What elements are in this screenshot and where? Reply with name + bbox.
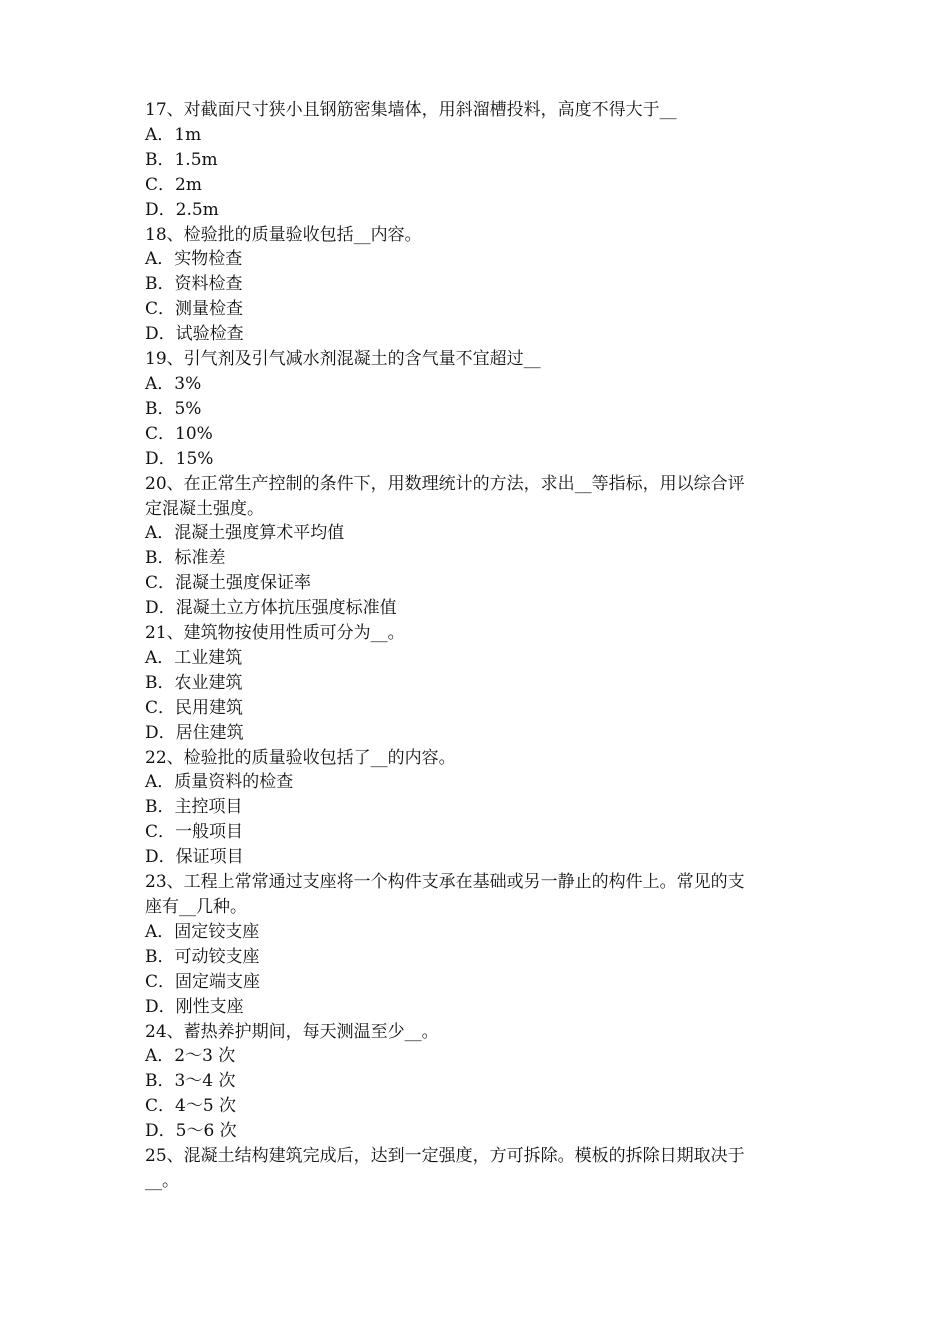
- question-17: [145, 98, 817, 223]
- option-a: A．质量资料的检查: [145, 772, 294, 793]
- question-20: [145, 472, 817, 621]
- option-c: C．4～5 次: [145, 1096, 237, 1117]
- question-stem-continued: 座有__几种。: [145, 897, 247, 917]
- option-a: A．固定铰支座: [145, 921, 260, 942]
- question-stem-continued: 定混凝土强度。: [145, 498, 264, 519]
- option-b: B．资料检查: [145, 274, 243, 295]
- option-b: B．5%: [145, 398, 202, 419]
- option-a: A．工业建筑: [145, 647, 243, 668]
- option-d: D．15%: [145, 448, 214, 469]
- option-b: B．可动铰支座: [145, 946, 260, 967]
- option-d: D．混凝土立方体抗压强度标准值: [145, 598, 397, 619]
- question-23: [145, 870, 817, 1019]
- option-b: B．3～4 次: [145, 1071, 236, 1092]
- question-stem: 23、工程上常常通过支座将一个构件支承在基础或另一静止的构件上。常见的支: [145, 872, 745, 893]
- option-c: C．10%: [145, 423, 213, 444]
- question-stem: 18、检验批的质量验收包括__内容。: [145, 224, 422, 245]
- question-22: [145, 746, 817, 871]
- option-a: A．混凝土强度算术平均值: [145, 523, 345, 544]
- question-stem: 21、建筑物按使用性质可分为__。: [145, 623, 405, 644]
- option-a: A．实物检查: [145, 249, 243, 270]
- option-d: D．2.5m: [145, 199, 219, 220]
- question-stem: 22、检验批的质量验收包括了__的内容。: [145, 747, 456, 768]
- option-b: B．主控项目: [145, 797, 243, 818]
- option-a: A．2～3 次: [145, 1046, 236, 1067]
- option-b: B．1.5m: [145, 149, 218, 170]
- option-a: A．1m: [145, 124, 202, 145]
- question-stem: 20、在正常生产控制的条件下，用数理统计的方法，求出__等指标，用以综合评: [145, 473, 745, 494]
- question-stem: 19、引气剂及引气减水剂混凝土的含气量不宜超过__: [145, 349, 541, 370]
- option-c: C．民用建筑: [145, 697, 244, 718]
- option-c: C．混凝土强度保证率: [145, 573, 312, 594]
- option-d: D．5～6 次: [145, 1121, 237, 1142]
- question-list: [145, 98, 817, 1194]
- option-c: C．2m: [145, 174, 202, 195]
- question-19: [145, 347, 817, 472]
- question-24: [145, 1020, 817, 1145]
- option-c: C．固定端支座: [145, 971, 261, 992]
- question-21: [145, 621, 817, 746]
- question-stem-continued: __。: [145, 1170, 179, 1191]
- option-a: A．3%: [145, 373, 202, 394]
- question-18: [145, 223, 817, 348]
- option-d: D．试验检查: [145, 324, 244, 345]
- option-b: B．农业建筑: [145, 672, 243, 693]
- option-d: D．刚性支座: [145, 996, 244, 1017]
- option-c: C．测量检查: [145, 299, 244, 320]
- option-d: D．保证项目: [145, 847, 244, 868]
- option-d: D．居住建筑: [145, 722, 244, 743]
- option-c: C．一般项目: [145, 822, 244, 843]
- question-stem: 25、混凝土结构建筑完成后，达到一定强度，方可拆除。模板的拆除日期取决于: [145, 1146, 745, 1167]
- question-25: [145, 1144, 817, 1194]
- option-b: B．标准差: [145, 548, 226, 569]
- question-stem: 17、对截面尺寸狭小且钢筋密集墙体，用斜溜槽投料，高度不得大于__: [145, 100, 677, 120]
- question-stem: 24、蓄热养护期间，每天测温至少__。: [145, 1021, 439, 1042]
